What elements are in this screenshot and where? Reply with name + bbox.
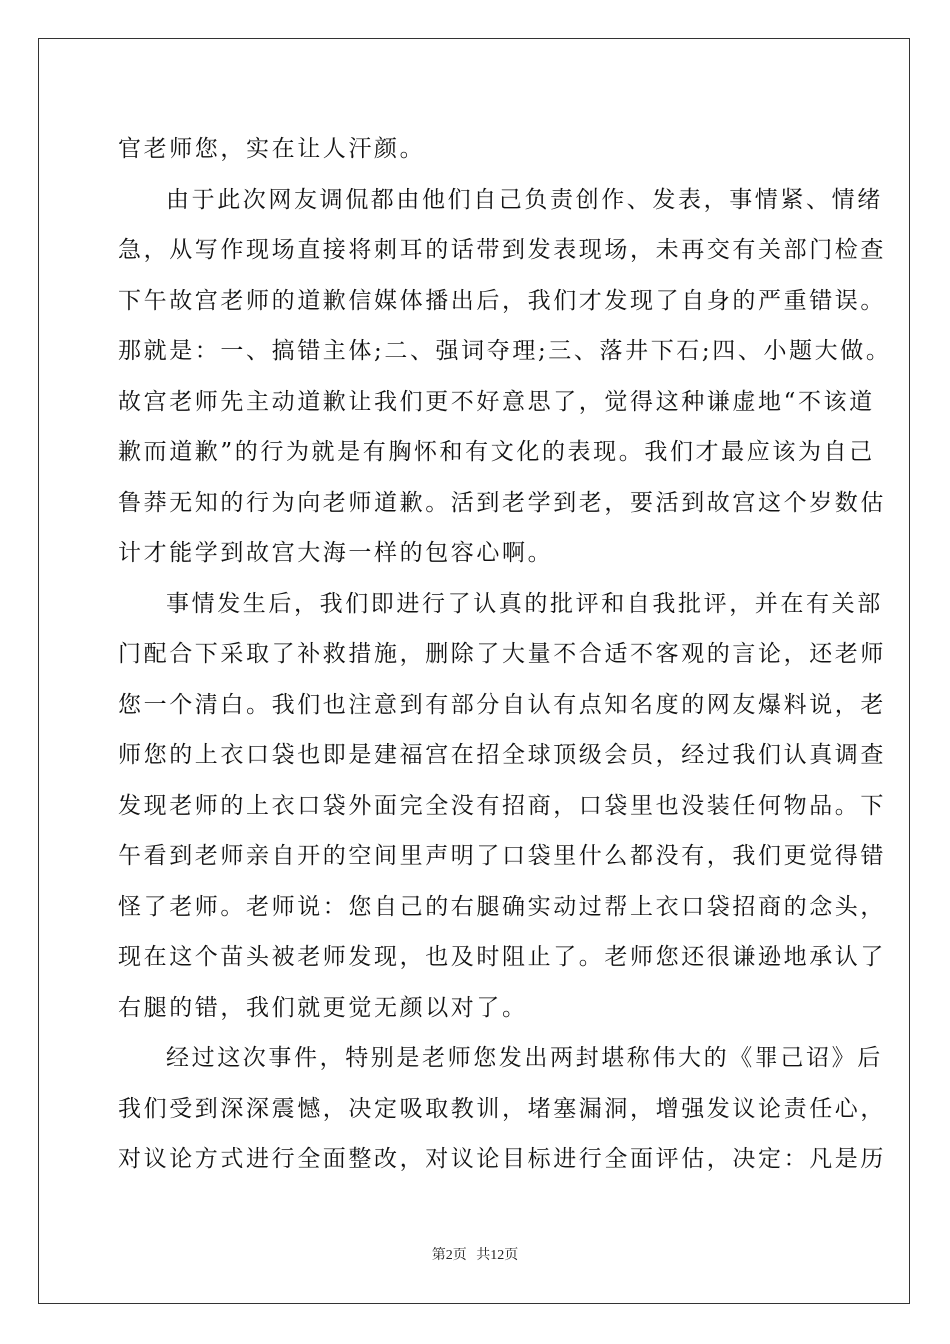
text-line: 鲁莽无知的行为向老师道歉。活到老学到老，要活到故宫这个岁数估: [118, 489, 886, 516]
text-line: 您一个清白。我们也注意到有部分自认有点知名度的网友爆料说，老: [118, 691, 886, 718]
text-line: 急，从写作现场直接将刺耳的话带到发表现场，未再交有关部门检查: [118, 237, 886, 263]
text-line: 故宫老师先主动道歉让我们更不好意思了，觉得这种谦虚地“不该道: [118, 388, 875, 415]
text-line: 歉而道歉”的行为就是有胸怀和有文化的表现。我们才最应该为自己: [118, 439, 875, 465]
text-line: 对议论方式进行全面整改，对议论目标进行全面评估，决定：凡是历: [118, 1146, 886, 1172]
page-footer: [0, 1244, 950, 1264]
text-line: 事情发生后，我们即进行了认真的批评和自我批评，并在有关部: [166, 590, 883, 617]
text-line: 官老师您，实在让人汗颜。: [118, 136, 426, 162]
text-line: 由于此次网友调侃都由他们自己负责创作、发表，事情紧、情绪: [166, 186, 883, 213]
text-line: 师您的上衣口袋也即是建福宫在招全球顶级会员，经过我们认真调查: [118, 742, 886, 768]
text-line: 计才能学到故宫大海一样的包容心啊。: [118, 540, 554, 566]
text-line: 下午故宫老师的道歉信媒体播出后，我们才发现了自身的严重错误。: [118, 287, 886, 314]
page-number: 第2页: [431, 1248, 467, 1263]
document-body: [118, 128, 892, 1189]
text-line: 我们受到深深震憾，决定吸取教训，堵塞漏洞，增强发议论责任心，: [118, 1095, 886, 1122]
text-line: 怪了老师。老师说：您自己的右腿确实动过帮上衣口袋招商的念头，: [118, 893, 886, 920]
text-line: 右腿的错，我们就更觉无颜以对了。: [118, 994, 528, 1021]
text-line: 现在这个苗头被老师发现，也及时阻止了。老师您还很谦逊地承认了: [118, 944, 886, 970]
page-total: 共12页: [476, 1248, 519, 1263]
text-line: 那就是：一、搞错主体;二、强词夺理;三、落井下石;四、小题大做。: [118, 338, 892, 364]
text-line: 午看到老师亲自开的空间里声明了口袋里什么都没有，我们更觉得错: [118, 843, 886, 869]
text-line: 门配合下采取了补救措施，删除了大量不合适不客观的言论，还老师: [118, 641, 886, 667]
text-line: 发现老师的上衣口袋外面完全没有招商，口袋里也没装任何物品。下: [118, 792, 886, 819]
text-line: 经过这次事件，特别是老师您发出两封堪称伟大的《罪己诏》后: [166, 1045, 883, 1071]
